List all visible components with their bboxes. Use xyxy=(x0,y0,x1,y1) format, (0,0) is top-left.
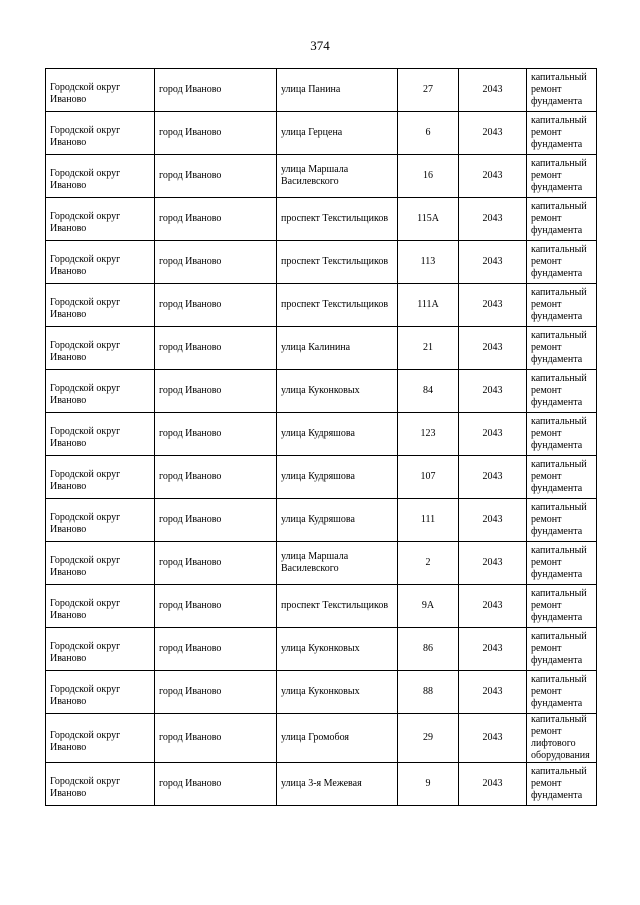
work-type-cell-text: капитальный ремонт фундамента xyxy=(531,115,587,150)
street-cell-text: проспект Текстильщиков xyxy=(281,600,389,611)
table-row xyxy=(46,155,597,198)
city-cell xyxy=(155,112,277,155)
table-row xyxy=(46,628,597,671)
street-cell-text: улица Маршала Василевского xyxy=(281,551,349,574)
year-cell-text: 2043 xyxy=(482,385,503,396)
house-number-cell xyxy=(398,413,459,456)
district-cell xyxy=(46,763,155,806)
year-cell-text: 2043 xyxy=(482,643,503,654)
year-cell xyxy=(459,198,527,241)
year-cell xyxy=(459,284,527,327)
district-cell xyxy=(46,327,155,370)
work-type-cell xyxy=(527,155,597,198)
street-cell-text: улица 3-я Межевая xyxy=(281,778,362,789)
work-type-cell xyxy=(527,370,597,413)
street-cell-text: улица Куконковых xyxy=(281,643,360,654)
work-type-cell xyxy=(527,198,597,241)
city-cell xyxy=(155,69,277,112)
table-row xyxy=(46,198,597,241)
year-cell xyxy=(459,499,527,542)
district-cell xyxy=(46,413,155,456)
city-cell xyxy=(155,284,277,327)
district-cell xyxy=(46,714,155,763)
work-type-cell-text: капитальный ремонт фундамента xyxy=(531,72,587,107)
street-cell xyxy=(277,628,398,671)
year-cell xyxy=(459,370,527,413)
house-number-cell-text: 86 xyxy=(423,643,433,654)
year-cell-text: 2043 xyxy=(482,256,503,267)
district-cell xyxy=(46,370,155,413)
work-type-cell-text: капитальный ремонт фундамента xyxy=(531,766,587,801)
street-cell xyxy=(277,499,398,542)
table-row xyxy=(46,585,597,628)
city-cell-text: город Иваново xyxy=(159,385,222,396)
year-cell-text: 2043 xyxy=(482,471,503,482)
house-number-cell-text: 84 xyxy=(423,385,433,396)
street-cell xyxy=(277,413,398,456)
year-cell xyxy=(459,413,527,456)
street-cell-text: проспект Текстильщиков xyxy=(281,299,389,310)
district-cell xyxy=(46,671,155,714)
district-cell-text: Городской округ Иваново xyxy=(50,555,121,578)
work-type-cell xyxy=(527,628,597,671)
district-cell-text: Городской округ Иваново xyxy=(50,426,121,449)
year-cell-text: 2043 xyxy=(482,342,503,353)
house-number-cell-text: 2 xyxy=(425,557,431,568)
house-number-cell xyxy=(398,628,459,671)
street-cell xyxy=(277,456,398,499)
house-number-cell xyxy=(398,499,459,542)
street-cell xyxy=(277,198,398,241)
district-cell-text: Городской округ Иваново xyxy=(50,598,121,621)
year-cell xyxy=(459,241,527,284)
city-cell xyxy=(155,628,277,671)
table-row xyxy=(46,542,597,585)
work-type-cell-text: капитальный ремонт фундамента xyxy=(531,545,587,580)
work-type-cell xyxy=(527,112,597,155)
house-number-cell xyxy=(398,370,459,413)
registry-table xyxy=(45,68,597,806)
district-cell-text: Городской округ Иваново xyxy=(50,383,121,406)
year-cell-text: 2043 xyxy=(482,778,503,789)
city-cell xyxy=(155,155,277,198)
house-number-cell-text: 123 xyxy=(420,428,436,439)
page-number: 374 xyxy=(310,38,330,53)
district-cell-text: Городской округ Иваново xyxy=(50,211,121,234)
work-type-cell-text: капитальный ремонт фундамента xyxy=(531,416,587,451)
city-cell-text: город Иваново xyxy=(159,342,222,353)
year-cell xyxy=(459,327,527,370)
district-cell-text: Городской округ Иваново xyxy=(50,512,121,535)
district-cell xyxy=(46,585,155,628)
work-type-cell xyxy=(527,542,597,585)
house-number-cell xyxy=(398,112,459,155)
table-row xyxy=(46,456,597,499)
house-number-cell-text: 9А xyxy=(421,600,435,611)
year-cell xyxy=(459,671,527,714)
district-cell-text: Городской округ Иваново xyxy=(50,168,121,191)
city-cell-text: город Иваново xyxy=(159,471,222,482)
street-cell-text: проспект Текстильщиков xyxy=(281,213,389,224)
table-row xyxy=(46,69,597,112)
table-row xyxy=(46,499,597,542)
work-type-cell-text: капитальный ремонт лифтового оборудования xyxy=(531,714,590,761)
district-cell-text: Городской округ Иваново xyxy=(50,340,121,363)
table-row xyxy=(46,671,597,714)
city-cell-text: город Иваново xyxy=(159,778,222,789)
house-number-cell-text: 6 xyxy=(425,127,431,138)
street-cell xyxy=(277,284,398,327)
house-number-cell xyxy=(398,714,459,763)
house-number-cell-text: 111 xyxy=(420,514,436,525)
city-cell xyxy=(155,714,277,763)
work-type-cell xyxy=(527,327,597,370)
house-number-cell xyxy=(398,542,459,585)
city-cell xyxy=(155,327,277,370)
street-cell-text: улица Кудряшова xyxy=(281,428,355,439)
city-cell xyxy=(155,671,277,714)
district-cell xyxy=(46,456,155,499)
street-cell xyxy=(277,714,398,763)
house-number-cell xyxy=(398,585,459,628)
work-type-cell xyxy=(527,413,597,456)
district-cell-text: Городской округ Иваново xyxy=(50,776,121,799)
table-row xyxy=(46,714,597,763)
city-cell-text: город Иваново xyxy=(159,643,222,654)
city-cell-text: город Иваново xyxy=(159,170,222,181)
work-type-cell-text: капитальный ремонт фундамента xyxy=(531,631,587,666)
year-cell-text: 2043 xyxy=(482,213,503,224)
table-row xyxy=(46,327,597,370)
work-type-cell xyxy=(527,241,597,284)
work-type-cell-text: капитальный ремонт фундамента xyxy=(531,201,587,236)
street-cell-text: улица Кудряшова xyxy=(281,471,355,482)
street-cell-text: улица Калинина xyxy=(281,342,351,353)
year-cell xyxy=(459,69,527,112)
street-cell xyxy=(277,585,398,628)
house-number-cell xyxy=(398,198,459,241)
work-type-cell-text: капитальный ремонт фундамента xyxy=(531,330,587,365)
house-number-cell-text: 27 xyxy=(423,84,433,95)
city-cell xyxy=(155,542,277,585)
street-cell-text: улица Герцена xyxy=(281,127,343,138)
city-cell-text: город Иваново xyxy=(159,600,222,611)
city-cell-text: город Иваново xyxy=(159,686,222,697)
city-cell-text: город Иваново xyxy=(159,256,222,267)
year-cell-text: 2043 xyxy=(482,732,503,743)
district-cell-text: Городской округ Иваново xyxy=(50,297,121,320)
house-number-cell xyxy=(398,69,459,112)
work-type-cell-text: капитальный ремонт фундамента xyxy=(531,158,587,193)
work-type-cell-text: капитальный ремонт фундамента xyxy=(531,244,587,279)
table-body xyxy=(46,69,597,806)
work-type-cell-text: капитальный ремонт фундамента xyxy=(531,674,587,709)
year-cell-text: 2043 xyxy=(482,600,503,611)
street-cell-text: улица Маршала Василевского xyxy=(281,164,349,187)
year-cell xyxy=(459,155,527,198)
district-cell-text: Городской округ Иваново xyxy=(50,684,121,707)
year-cell-text: 2043 xyxy=(482,127,503,138)
district-cell xyxy=(46,284,155,327)
street-cell xyxy=(277,763,398,806)
street-cell-text: улица Панина xyxy=(281,84,341,95)
house-number-cell-text: 107 xyxy=(420,471,436,482)
district-cell-text: Городской округ Иваново xyxy=(50,125,121,148)
year-cell-text: 2043 xyxy=(482,557,503,568)
year-cell xyxy=(459,585,527,628)
house-number-cell xyxy=(398,763,459,806)
table-row xyxy=(46,413,597,456)
city-cell xyxy=(155,585,277,628)
table-row xyxy=(46,241,597,284)
house-number-cell xyxy=(398,327,459,370)
house-number-cell xyxy=(398,456,459,499)
year-cell xyxy=(459,456,527,499)
house-number-cell-text: 88 xyxy=(423,686,433,697)
street-cell xyxy=(277,155,398,198)
house-number-cell xyxy=(398,241,459,284)
work-type-cell-text: капитальный ремонт фундамента xyxy=(531,373,587,408)
district-cell-text: Городской округ Иваново xyxy=(50,730,121,753)
district-cell xyxy=(46,241,155,284)
year-cell-text: 2043 xyxy=(482,428,503,439)
year-cell xyxy=(459,714,527,763)
work-type-cell xyxy=(527,585,597,628)
street-cell xyxy=(277,671,398,714)
year-cell xyxy=(459,112,527,155)
table-row xyxy=(46,112,597,155)
city-cell-text: город Иваново xyxy=(159,213,222,224)
city-cell-text: город Иваново xyxy=(159,84,222,95)
house-number-cell-text: 111А xyxy=(417,299,439,310)
year-cell xyxy=(459,542,527,585)
house-number-cell-text: 115А xyxy=(417,213,439,224)
city-cell-text: город Иваново xyxy=(159,557,222,568)
city-cell xyxy=(155,763,277,806)
city-cell-text: город Иваново xyxy=(159,299,222,310)
district-cell xyxy=(46,112,155,155)
city-cell xyxy=(155,198,277,241)
city-cell-text: город Иваново xyxy=(159,514,222,525)
work-type-cell xyxy=(527,499,597,542)
street-cell-text: проспект Текстильщиков xyxy=(281,256,389,267)
street-cell-text: улица Куконковых xyxy=(281,686,360,697)
street-cell-text: улица Куконковых xyxy=(281,385,360,396)
street-cell xyxy=(277,241,398,284)
city-cell xyxy=(155,413,277,456)
table-row xyxy=(46,370,597,413)
district-cell xyxy=(46,198,155,241)
district-cell xyxy=(46,542,155,585)
work-type-cell xyxy=(527,69,597,112)
city-cell xyxy=(155,499,277,542)
city-cell xyxy=(155,456,277,499)
house-number-cell xyxy=(398,155,459,198)
street-cell xyxy=(277,542,398,585)
table-row xyxy=(46,763,597,806)
year-cell xyxy=(459,628,527,671)
district-cell-text: Городской округ Иваново xyxy=(50,641,121,664)
house-number-cell xyxy=(398,671,459,714)
year-cell xyxy=(459,763,527,806)
district-cell xyxy=(46,69,155,112)
district-cell-text: Городской округ Иваново xyxy=(50,82,121,105)
work-type-cell xyxy=(527,671,597,714)
house-number-cell-text: 9 xyxy=(425,778,431,789)
year-cell-text: 2043 xyxy=(482,299,503,310)
year-cell-text: 2043 xyxy=(482,514,503,525)
work-type-cell-text: капитальный ремонт фундамента xyxy=(531,502,587,537)
house-number-cell-text: 29 xyxy=(423,732,433,743)
house-number-cell-text: 21 xyxy=(423,342,433,353)
house-number-cell-text: 16 xyxy=(423,170,433,181)
district-cell-text: Городской округ Иваново xyxy=(50,469,121,492)
year-cell-text: 2043 xyxy=(482,84,503,95)
street-cell-text: улица Громобоя xyxy=(281,732,349,743)
city-cell xyxy=(155,241,277,284)
city-cell-text: город Иваново xyxy=(159,428,222,439)
table-row xyxy=(46,284,597,327)
work-type-cell xyxy=(527,763,597,806)
work-type-cell-text: капитальный ремонт фундамента xyxy=(531,459,587,494)
street-cell xyxy=(277,370,398,413)
street-cell xyxy=(277,327,398,370)
city-cell-text: город Иваново xyxy=(159,732,222,743)
work-type-cell xyxy=(527,456,597,499)
district-cell xyxy=(46,155,155,198)
work-type-cell-text: капитальный ремонт фундамента xyxy=(531,287,587,322)
street-cell xyxy=(277,112,398,155)
house-number-cell xyxy=(398,284,459,327)
district-cell xyxy=(46,499,155,542)
street-cell xyxy=(277,69,398,112)
city-cell-text: город Иваново xyxy=(159,127,222,138)
city-cell xyxy=(155,370,277,413)
work-type-cell-text: капитальный ремонт фундамента xyxy=(531,588,587,623)
year-cell-text: 2043 xyxy=(482,170,503,181)
year-cell-text: 2043 xyxy=(482,686,503,697)
district-cell xyxy=(46,628,155,671)
district-cell-text: Городской округ Иваново xyxy=(50,254,121,277)
work-type-cell xyxy=(527,714,597,763)
street-cell-text: улица Кудряшова xyxy=(281,514,355,525)
work-type-cell xyxy=(527,284,597,327)
house-number-cell-text: 113 xyxy=(420,256,436,267)
